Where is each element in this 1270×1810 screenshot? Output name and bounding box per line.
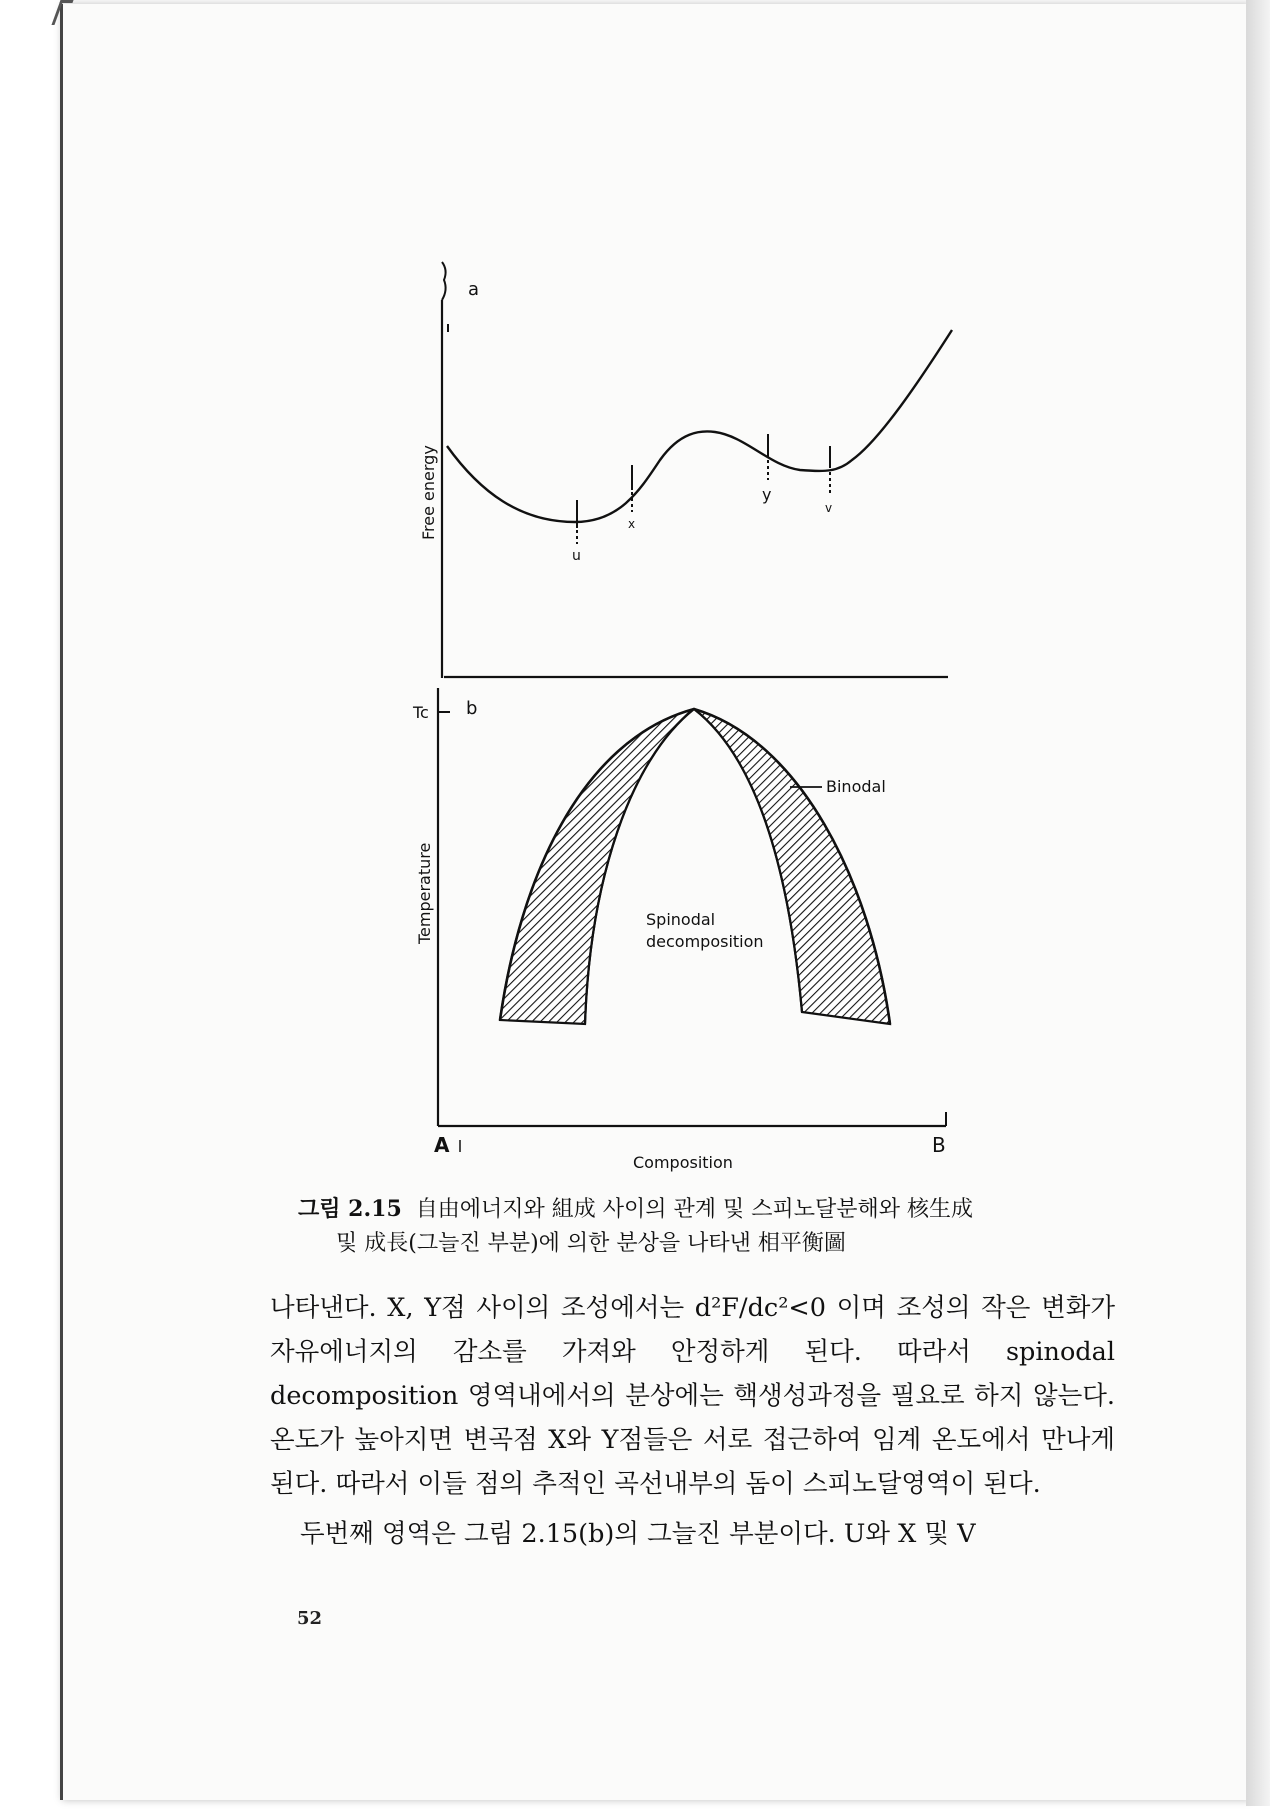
- point-y-label: y: [762, 485, 772, 504]
- panel-a-label: a: [468, 279, 480, 300]
- panel-b-label: b: [466, 698, 478, 719]
- spinodal-label-line1: Spinodal: [646, 910, 716, 929]
- free-energy-curve: [447, 330, 952, 522]
- tc-label: Tc: [413, 703, 429, 722]
- figure-caption: [298, 1192, 1098, 1261]
- x-axis-label: Composition: [633, 1153, 733, 1172]
- composition-a-label: A: [434, 1133, 450, 1157]
- point-x-label: x: [628, 517, 636, 531]
- left-shaded-region: [500, 709, 694, 1024]
- body-paragraph-1: 나타낸다. X, Y점 사이의 조성에서는 d²F/dc²<0 이며 조성의 작은 변화가 자유에너지의 감소를 가져와 안정하게 된다. 따라서 spinodal decomposition 영역내에서의 분상에는 핵생성과정을 필요로 하지 않는다. 온도가 높아지면 변곡점 X와 Y점들은 서로 접근하여 임계 온도에서 만나게 된다. 따라서 이들 점의 추적인 곡선내부의 돔이 스피노달영역이 된다.: [270, 1293, 1115, 1499]
- body-text: [270, 1286, 1115, 1556]
- caption-number: 그림 2.15: [298, 1196, 402, 1222]
- body-paragraph-2: 두번째 영역은 그림 2.15(b)의 그늘진 부분이다. U와 X 및 V: [300, 1519, 976, 1549]
- right-shaded-region: [694, 709, 890, 1024]
- caption-line1: 自由에너지와 組成 사이의 관계 및 스피노달분해와 核生成: [415, 1197, 973, 1222]
- panel-a-brace-icon: [442, 262, 446, 300]
- panel-a-y-axis-label: Free energy: [419, 445, 438, 540]
- composition-b-label: B: [932, 1133, 946, 1157]
- page-number: 52: [297, 1608, 323, 1629]
- point-u-label: u: [572, 548, 581, 564]
- panel-b-y-axis-label: Temperature: [415, 842, 434, 944]
- caption-line2: 및 成長(그늘진 부분)에 의한 분상을 나타낸 相平衡圖: [336, 1231, 846, 1256]
- spinodal-label-line2: decomposition: [646, 932, 764, 951]
- binodal-label: Binodal: [826, 777, 886, 796]
- point-v-label: v: [825, 501, 833, 515]
